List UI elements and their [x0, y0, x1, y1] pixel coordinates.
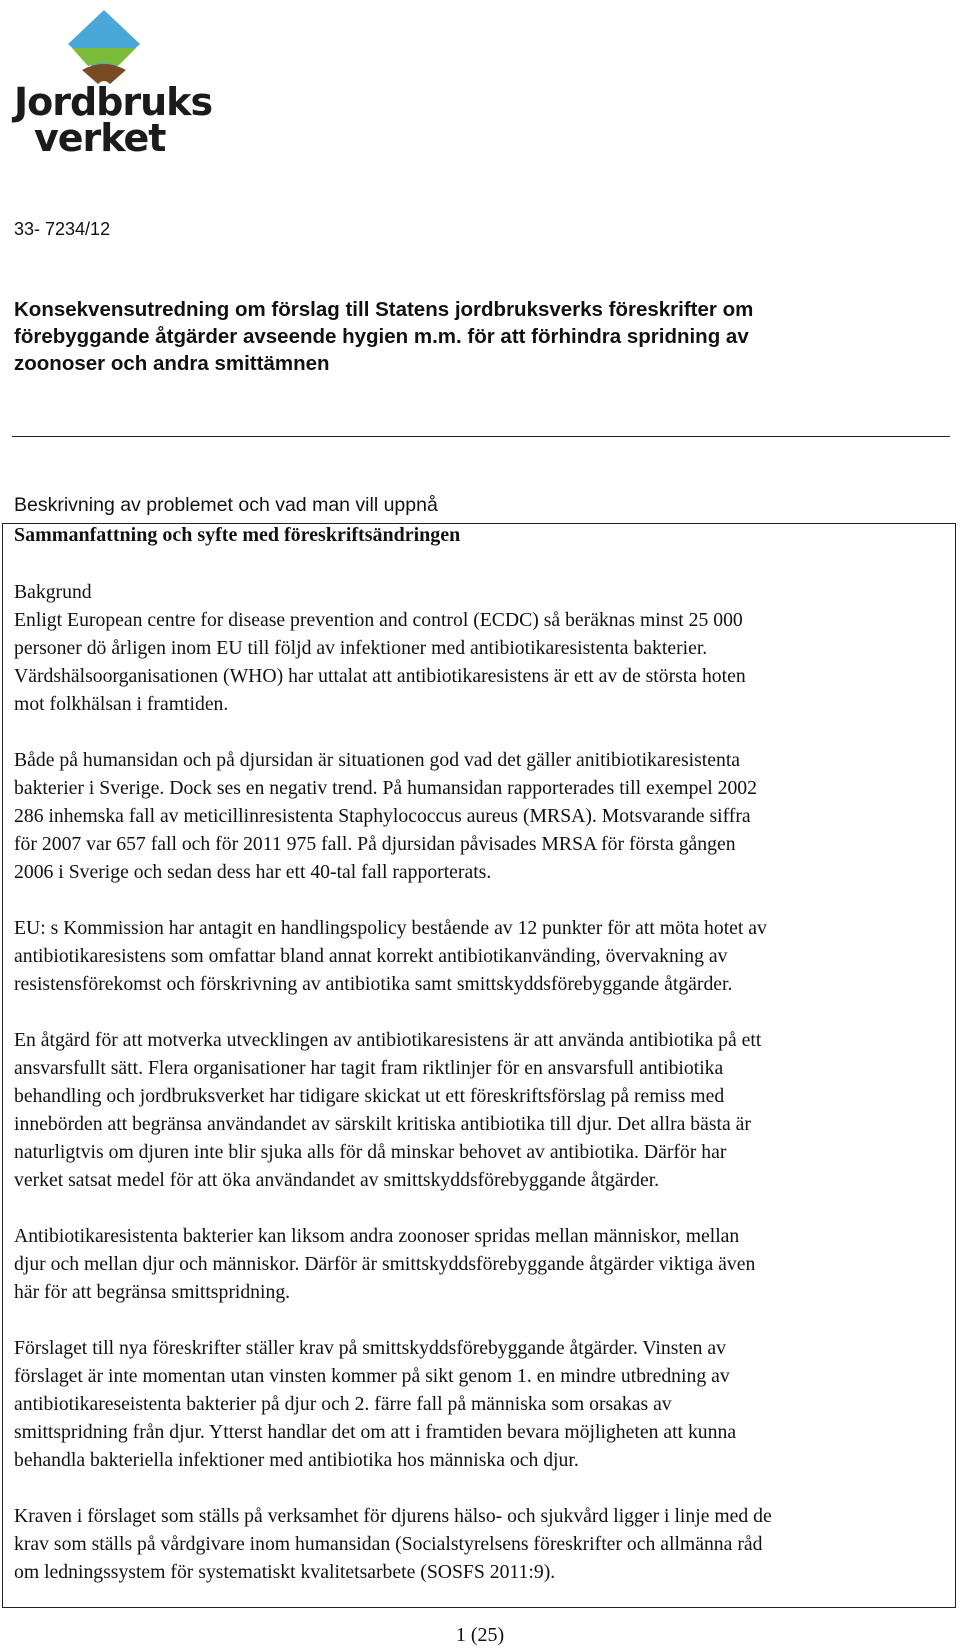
paragraph [14, 914, 954, 998]
paragraph-line: Antibiotikaresistenta bakterier kan liksom andra zoonoser spridas mellan människor, mellan [14, 1225, 740, 1247]
paragraph [14, 1026, 954, 1194]
paragraph-line: 2006 i Sverige och sedan dess har ett 40-tal fall rapporterats. [14, 861, 492, 883]
logo-wordmark [14, 80, 213, 160]
document-number: 33- 7234/12 [14, 219, 111, 239]
body-text [14, 578, 954, 1614]
paragraph [14, 578, 954, 718]
paragraph-line: smittspridning från djur. Ytterst handlar det om att i framtiden bevara möjligheten att kunna [14, 1421, 737, 1443]
paragraph-line: personer dö årligen inom EU till följd av infektioner med antibiotikaresistenta bakterier. [14, 637, 708, 659]
paragraph-line: antibiotikareseistenta bakterier på djur och 2. färre fall på människa som orsakas av [14, 1393, 672, 1415]
logo-line-1: Jordbruks [14, 80, 213, 124]
paragraph-line: Bakgrund [14, 581, 92, 603]
paragraph [14, 746, 954, 886]
paragraph-line: innebörden att begränsa användandet av särskilt kritiska antibiotika till djur. Det allra bästa är [14, 1113, 751, 1135]
paragraph-line: antibiotikaresistens som omfattar bland annat korrekt antibiotikanvänding, övervakning av [14, 945, 728, 967]
document-title [14, 296, 914, 377]
paragraph-line: förslaget är inte momentan utan vinsten kommer på sikt genom 1. en mindre utbredning av [14, 1365, 730, 1387]
paragraph-line: 286 inhemska fall av meticillinresistenta Staphylococcus aureus (MRSA). Motsvarande siffra [14, 805, 751, 827]
paragraph-line: för 2007 var 657 fall och för 2011 975 fall. På djursidan påvisades MRSA för första gången [14, 833, 736, 855]
title-line: zoonoser och andra smittämnen [14, 352, 330, 375]
paragraph-line: om ledningssystem för systematiskt kvalitetsarbete (SOSFS 2011:9). [14, 1561, 556, 1583]
paragraph-line: Kraven i förslaget som ställs på verksamhet för djurens hälso- och sjukvård ligger i linje med de [14, 1505, 772, 1527]
paragraph-line: Förslaget till nya föreskrifter ställer krav på smittskyddsförebyggande åtgärder. Vinsten av [14, 1337, 726, 1359]
paragraph-line: krav som ställs på vårdgivare inom humansidan (Socialstyrelsens föreskrifter och allmänna råd [14, 1533, 763, 1555]
horizontal-divider [12, 436, 950, 437]
paragraph-line: Både på humansidan och på djursidan är situationen god vad det gäller anitibiotikaresistenta [14, 749, 741, 771]
paragraph-line: behandla bakteriella infektioner med antibiotika hos människa och djur. [14, 1449, 579, 1471]
paragraph [14, 1502, 954, 1586]
paragraph-line: Värdshälsoorganisationen (WHO) har uttalat att antibiotikaresistens är ett av de största hoten [14, 665, 746, 687]
paragraph-line: behandling och jordbruksverket har tidigare skickat ut ett föreskriftsförslag på remiss med [14, 1085, 725, 1107]
sub-heading: Sammanfattning och syfte med föreskriftsändringen [14, 524, 461, 546]
paragraph-line: verket satsat medel för att öka användandet av smittskyddsförebyggande åtgärder. [14, 1169, 660, 1191]
paragraph-line: ansvarsfullt sätt. Flera organisationer har tagit fram riktlinjer för en ansvarsfull antibiotika [14, 1057, 724, 1079]
paragraph-line: här för att begränsa smittspridning. [14, 1281, 291, 1303]
title-line: Konsekvensutredning om förslag till Statens jordbruksverks föreskrifter om [14, 298, 754, 321]
title-line: förebyggande åtgärder avseende hygien m.m. för att förhindra spridning av [14, 325, 749, 348]
paragraph-line: EU: s Kommission har antagit en handlingspolicy bestående av 12 punkter för att möta hotet av [14, 917, 767, 939]
paragraph-line: djur och mellan djur och människor. Därför är smittskyddsförebyggande åtgärder viktiga även [14, 1253, 756, 1275]
paragraph-line: resistensförekomst och förskrivning av antibiotika samt smittskyddsförebyggande åtgärder. [14, 973, 733, 995]
paragraph [14, 1334, 954, 1474]
paragraph-line: Enligt European centre for disease prevention and control (ECDC) så beräknas minst 25 000 [14, 609, 743, 631]
paragraph-line: En åtgärd för att motverka utvecklingen av antibiotikaresistens är att använda antibiotika på ett [14, 1029, 762, 1051]
section-heading: Beskrivning av problemet och vad man vill uppnå [14, 494, 438, 516]
paragraph-line: naturligtvis om djuren inte blir sjuka alls för då minskar behovet av antibiotika. Därför har [14, 1141, 727, 1163]
paragraph [14, 1222, 954, 1306]
paragraph-line: bakterier i Sverige. Dock ses en negativ trend. På humansidan rapporterades till exempel 2002 [14, 777, 757, 799]
page-number: 1 (25) [455, 1624, 505, 1646]
logo-line-2: verket [34, 116, 166, 160]
paragraph-line: mot folkhälsan i framtiden. [14, 693, 229, 715]
